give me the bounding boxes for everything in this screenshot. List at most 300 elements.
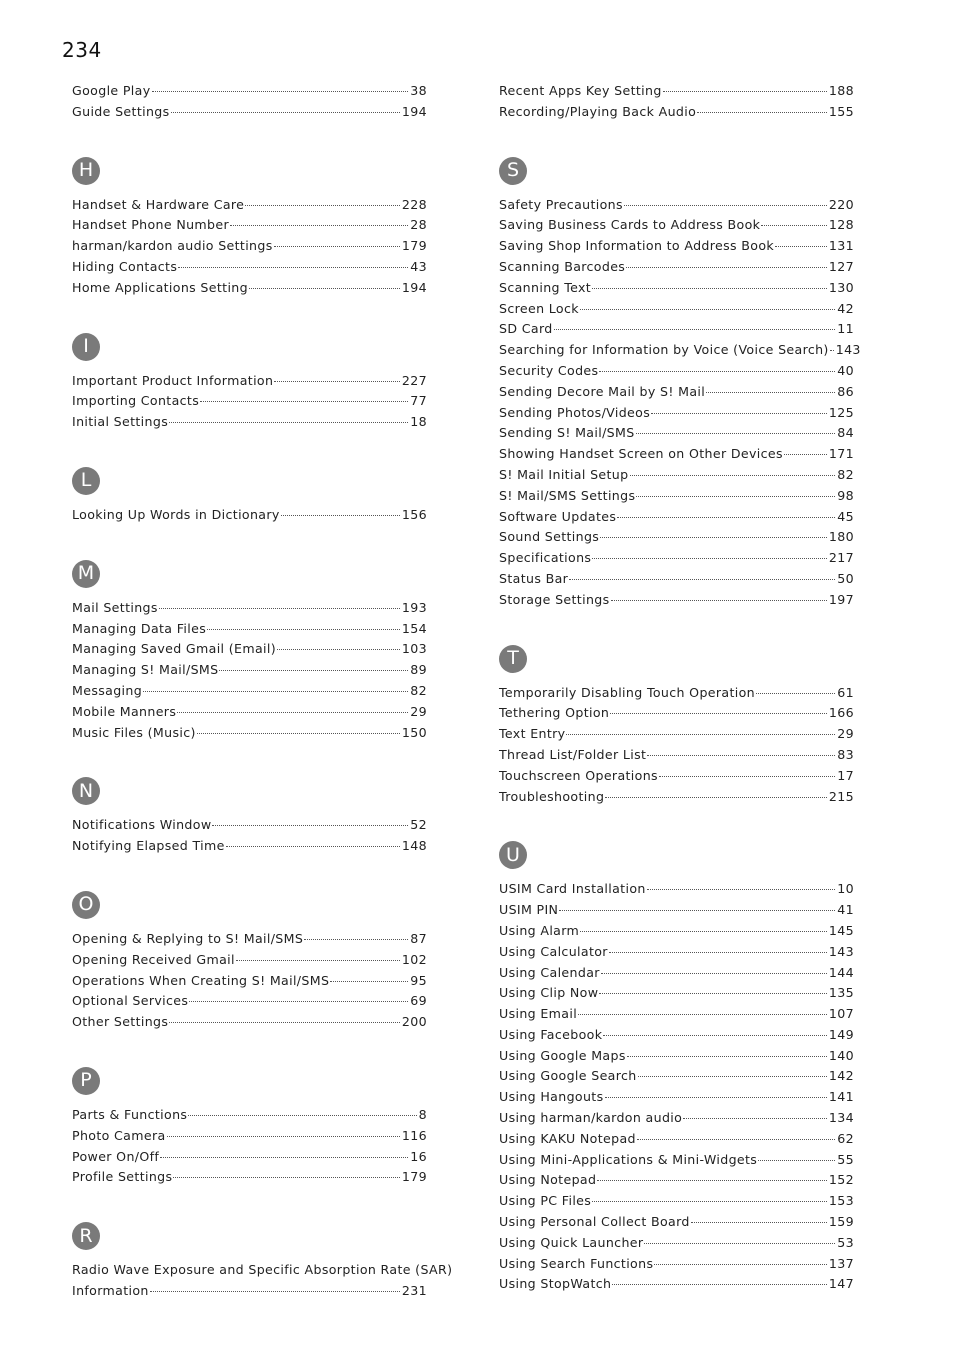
index-entry[interactable] <box>72 619 427 640</box>
dot-leader <box>173 1177 399 1178</box>
index-entry[interactable] <box>72 1012 427 1033</box>
index-entry[interactable] <box>72 371 427 392</box>
index-entry[interactable] <box>72 81 427 102</box>
entry-page-number: 55 <box>837 1151 854 1167</box>
entry-page-number: 194 <box>401 103 427 119</box>
index-entry[interactable] <box>499 766 854 787</box>
dot-leader <box>647 889 836 890</box>
dot-leader <box>578 1014 827 1015</box>
dot-leader <box>624 205 827 206</box>
index-entry[interactable] <box>499 527 854 548</box>
entry-label: Recording/Playing Back Audio <box>499 103 697 119</box>
entry-page-number: 217 <box>828 550 854 566</box>
entry-page-number: 179 <box>401 1169 427 1185</box>
entry-label: Managing S! Mail/SMS <box>72 662 219 678</box>
index-entry[interactable] <box>499 1087 854 1108</box>
dot-leader <box>249 288 400 289</box>
entry-page-number: 188 <box>828 83 854 98</box>
section-spacer <box>72 1188 427 1222</box>
entry-label: Saving Business Cards to Address Book <box>499 217 761 233</box>
dot-leader <box>330 981 408 982</box>
entry-page-number: 193 <box>401 599 427 615</box>
entry-page-number: 159 <box>828 1214 854 1230</box>
section-spacer <box>72 299 427 333</box>
index-entry[interactable] <box>72 929 427 950</box>
entry-label: Hiding Contacts <box>72 258 178 274</box>
dot-leader <box>152 91 409 92</box>
entry-label: harman/kardon audio Settings <box>72 238 273 254</box>
entry-label: Notifications Window <box>72 817 212 833</box>
dot-leader <box>177 712 408 713</box>
index-entry[interactable] <box>499 983 854 1004</box>
entry-page-number: 40 <box>837 362 854 378</box>
index-section <box>72 81 427 123</box>
entry-label: Sending S! Mail/SMS <box>499 425 635 441</box>
entry-label: Other Settings <box>72 1014 169 1030</box>
entry-label: Storage Settings <box>499 591 610 607</box>
dot-leader <box>651 413 827 414</box>
entry-label: Opening Received Gmail <box>72 951 235 967</box>
entry-page-number: 102 <box>401 951 427 967</box>
entry-page-number: 45 <box>837 508 854 524</box>
index-section <box>72 1222 453 1302</box>
section-letter-badge: M <box>72 560 100 588</box>
entry-page-number: 142 <box>828 1068 854 1084</box>
section-letter-badge: P <box>72 1067 100 1095</box>
index-entry[interactable] <box>72 278 427 299</box>
dot-leader <box>691 1222 827 1223</box>
dot-leader <box>638 1076 827 1077</box>
dot-leader <box>644 1243 835 1244</box>
index-entry[interactable] <box>499 1254 854 1275</box>
dot-leader <box>636 496 835 497</box>
entry-label: Handset Phone Number <box>72 217 230 233</box>
dot-leader <box>159 608 400 609</box>
index-entry[interactable] <box>72 195 427 216</box>
index-entry[interactable] <box>499 102 854 123</box>
entry-page-number: 134 <box>828 1110 854 1126</box>
entry-label: S! Mail Initial Setup <box>499 466 629 482</box>
index-entry[interactable] <box>499 683 854 704</box>
entry-page-number: 29 <box>837 726 854 742</box>
dot-leader <box>663 91 827 92</box>
dot-leader <box>274 381 400 382</box>
entry-label: Opening & Replying to S! Mail/SMS <box>72 930 304 946</box>
index-entry[interactable] <box>499 1025 854 1046</box>
index-entry[interactable] <box>499 361 854 382</box>
entry-page-number: 215 <box>828 788 854 804</box>
entry-page-number: 17 <box>837 767 854 783</box>
index-entry[interactable] <box>499 548 854 569</box>
entry-label: Profile Settings <box>72 1169 173 1185</box>
index-entry[interactable] <box>499 195 854 216</box>
index-entry[interactable] <box>499 921 854 942</box>
index-column-left <box>72 81 453 1302</box>
index-entry[interactable] <box>72 598 427 619</box>
entry-label: Mobile Manners <box>72 703 177 719</box>
entry-page-number: 103 <box>401 641 427 657</box>
entry-page-number: 135 <box>828 985 854 1001</box>
dot-leader <box>630 475 836 476</box>
dot-leader <box>169 1022 400 1023</box>
dot-leader <box>659 776 835 777</box>
entry-page-number: 95 <box>410 972 427 988</box>
entry-label: Initial Settings <box>72 414 169 430</box>
entry-page-number: 231 <box>401 1282 427 1298</box>
dot-leader <box>756 693 835 694</box>
dot-leader <box>592 288 827 289</box>
entry-page-number: 197 <box>828 591 854 607</box>
dot-leader <box>761 225 827 226</box>
index-entry[interactable] <box>499 444 854 465</box>
index-entry[interactable] <box>499 299 854 320</box>
entry-page-number: 38 <box>410 83 427 98</box>
entry-page-number: 143 <box>835 342 861 358</box>
dot-leader <box>207 629 400 630</box>
index-entry[interactable] <box>499 1233 854 1254</box>
dot-leader <box>611 600 827 601</box>
section-letter-badge: U <box>499 841 527 869</box>
index-entry[interactable] <box>72 215 427 236</box>
dot-leader <box>160 1157 408 1158</box>
entry-page-number: 11 <box>837 321 854 337</box>
entry-page-number: 154 <box>401 620 427 636</box>
entry-page-number: 89 <box>410 662 427 678</box>
index-entry[interactable] <box>72 971 427 992</box>
index-entry[interactable] <box>499 1191 854 1212</box>
entry-page-number: 200 <box>401 1014 427 1030</box>
index-entry[interactable] <box>499 1150 854 1171</box>
index-entry[interactable] <box>499 1066 854 1087</box>
entry-page-number: 227 <box>401 372 427 388</box>
dot-leader <box>609 952 827 953</box>
dot-leader <box>212 825 408 826</box>
entry-label: Using Calculator <box>499 943 608 959</box>
section-letter-badge: I <box>72 333 100 361</box>
dot-leader <box>281 515 400 516</box>
index-entry[interactable] <box>72 723 427 744</box>
entry-label: Handset & Hardware Care <box>72 196 245 212</box>
index-section <box>499 81 854 123</box>
entry-page-number: 150 <box>401 724 427 740</box>
dot-leader <box>627 1056 827 1057</box>
entry-page-number: 148 <box>401 838 427 854</box>
index-entry[interactable] <box>72 505 427 526</box>
entry-page-number: 149 <box>828 1026 854 1042</box>
index-entry[interactable] <box>72 391 427 412</box>
index-entry[interactable] <box>499 278 854 299</box>
entry-label: Text Entry <box>499 726 566 742</box>
entry-page-number: 171 <box>828 446 854 462</box>
index-entry[interactable] <box>72 1167 427 1188</box>
dot-leader <box>697 112 827 113</box>
dot-leader <box>169 422 408 423</box>
entry-page-number: 130 <box>828 279 854 295</box>
entry-label: Searching for Information by Voice (Voice Search) <box>499 342 829 358</box>
entry-label: Operations When Creating S! Mail/SMS <box>72 972 330 988</box>
index-entry[interactable] <box>499 423 854 444</box>
index-entry[interactable] <box>499 236 854 257</box>
entry-page-number: 43 <box>410 258 427 274</box>
section-spacer <box>499 807 854 841</box>
entry-page-number: 98 <box>837 487 854 503</box>
entry-label: Troubleshooting <box>499 788 605 804</box>
section-spacer <box>72 743 427 777</box>
entry-label: Looking Up Words in Dictionary <box>72 506 280 522</box>
dot-leader <box>654 1264 827 1265</box>
dot-leader <box>580 309 835 310</box>
entry-page-number: 155 <box>828 103 854 119</box>
dot-leader <box>617 517 835 518</box>
entry-label: Using StopWatch <box>499 1276 612 1292</box>
dot-leader <box>569 579 835 580</box>
index-entry[interactable] <box>72 681 427 702</box>
dot-leader <box>830 350 834 351</box>
index-entry[interactable] <box>499 382 854 403</box>
entry-page-number: 10 <box>837 881 854 897</box>
index-section <box>72 560 427 744</box>
dot-leader <box>277 649 400 650</box>
dot-leader <box>758 1160 835 1161</box>
index-entry[interactable] <box>72 950 427 971</box>
entry-page-number: 220 <box>828 196 854 212</box>
index-section <box>72 157 427 299</box>
dot-leader <box>580 931 827 932</box>
entry-label: Using KAKU Notepad <box>499 1130 636 1146</box>
entry-label: Using Alarm <box>499 922 580 938</box>
entry-page-number: 16 <box>410 1148 427 1164</box>
entry-page-number: 53 <box>837 1234 854 1250</box>
entry-page-number: 166 <box>828 705 854 721</box>
entry-label: Screen Lock <box>499 300 579 316</box>
dot-leader <box>171 112 400 113</box>
entry-label: Tethering Option <box>499 705 610 721</box>
dot-leader <box>601 973 827 974</box>
index-entry[interactable] <box>72 236 427 257</box>
dot-leader <box>150 1291 400 1292</box>
dot-leader <box>236 960 400 961</box>
entry-page-number: 145 <box>828 922 854 938</box>
entry-label: Using Search Functions <box>499 1255 654 1271</box>
entry-page-number: 29 <box>410 703 427 719</box>
index-entry[interactable] <box>499 403 854 424</box>
entry-label: Using Quick Launcher <box>499 1234 644 1250</box>
entry-page-number: 125 <box>828 404 854 420</box>
dot-leader <box>647 755 835 756</box>
index-entry[interactable] <box>499 486 854 507</box>
index-entry[interactable] <box>72 1147 427 1168</box>
entry-label: Using PC Files <box>499 1193 592 1209</box>
entry-label: Managing Data Files <box>72 620 207 636</box>
index-entry[interactable] <box>72 102 427 123</box>
dot-leader <box>304 939 408 940</box>
dot-leader <box>592 1201 827 1202</box>
dot-leader <box>197 733 400 734</box>
entry-page-number: 83 <box>837 746 854 762</box>
entry-label: Guide Settings <box>72 103 170 119</box>
entry-page-number: 131 <box>828 238 854 254</box>
entry-page-number: 77 <box>410 393 427 409</box>
entry-label: Messaging <box>72 682 143 698</box>
entry-page-number: 42 <box>837 300 854 316</box>
entry-label: Temporarily Disabling Touch Operation <box>499 684 756 700</box>
index-entry[interactable] <box>72 1126 427 1147</box>
index-entry[interactable] <box>499 1212 854 1233</box>
entry-page-number: 41 <box>837 902 854 918</box>
section-letter-badge: S <box>499 157 527 185</box>
index-entry[interactable] <box>72 1260 453 1281</box>
section-spacer <box>72 857 427 891</box>
dot-leader <box>600 537 827 538</box>
index-section <box>499 645 854 808</box>
entry-label: Important Product Information <box>72 372 274 388</box>
entry-page-number: 18 <box>410 414 427 430</box>
index-entry[interactable] <box>72 660 427 681</box>
dot-leader <box>178 267 408 268</box>
index-entry[interactable] <box>72 815 427 836</box>
dot-leader <box>612 1284 827 1285</box>
entry-label: Scanning Text <box>499 279 592 295</box>
index-entry[interactable] <box>499 257 854 278</box>
entry-label: Specifications <box>499 550 592 566</box>
entry-label: Home Applications Setting <box>72 279 248 295</box>
index-entry[interactable] <box>72 1105 427 1126</box>
entry-label: Using Email <box>499 1006 578 1022</box>
index-entry[interactable] <box>499 879 854 900</box>
index-entry[interactable] <box>499 900 854 921</box>
entry-label: SD Card <box>499 321 553 337</box>
entry-page-number: 179 <box>401 238 427 254</box>
index-entry[interactable] <box>499 703 854 724</box>
entry-label: Radio Wave Exposure and Specific Absorption Rate (SAR) <box>72 1262 453 1278</box>
entry-label: Scanning Barcodes <box>499 258 626 274</box>
dot-leader <box>706 392 835 393</box>
dot-leader <box>167 1136 400 1137</box>
entry-page-number: 86 <box>837 383 854 399</box>
dot-leader <box>626 267 827 268</box>
index-entry[interactable] <box>499 590 854 611</box>
index-entry[interactable] <box>499 963 854 984</box>
entry-label: Mail Settings <box>72 599 158 615</box>
entry-page-number: 140 <box>828 1047 854 1063</box>
dot-leader <box>188 1115 416 1116</box>
dot-leader <box>592 558 827 559</box>
index-column-right <box>499 81 861 1295</box>
entry-label: Thread List/Folder List <box>499 746 647 762</box>
section-spacer <box>72 433 427 467</box>
index-entry[interactable] <box>499 787 854 808</box>
dot-leader <box>274 246 400 247</box>
index-entry[interactable] <box>499 465 854 486</box>
section-spacer <box>72 526 427 560</box>
index-entry[interactable] <box>499 724 854 745</box>
index-entry[interactable] <box>499 1170 854 1191</box>
entry-page-number: 50 <box>837 570 854 586</box>
dot-leader <box>599 371 835 372</box>
section-letter-badge: O <box>72 891 100 919</box>
entry-page-number: 127 <box>828 258 854 274</box>
entry-label: Using Google Search <box>499 1068 637 1084</box>
index-entry[interactable] <box>72 991 427 1012</box>
index-entry[interactable] <box>499 1004 854 1025</box>
index-entry[interactable] <box>72 836 427 857</box>
entry-label: Saving Shop Information to Address Book <box>499 238 775 254</box>
index-entry[interactable] <box>499 507 854 528</box>
index-section <box>72 891 427 1033</box>
index-entry[interactable] <box>499 942 854 963</box>
entry-page-number: 141 <box>828 1089 854 1105</box>
entry-label: Using Facebook <box>499 1026 603 1042</box>
section-spacer <box>72 123 427 157</box>
index-entry[interactable] <box>499 569 854 590</box>
dot-leader <box>775 246 827 247</box>
entry-label: Using Calendar <box>499 964 600 980</box>
dot-leader <box>189 1001 408 1002</box>
entry-label: Using Clip Now <box>499 985 599 1001</box>
index-entry[interactable] <box>72 702 427 723</box>
index-section <box>499 841 854 1295</box>
dot-leader <box>637 1139 835 1140</box>
entry-label: Software Updates <box>499 508 617 524</box>
entry-page-number: 143 <box>828 943 854 959</box>
index-entry[interactable] <box>72 412 427 433</box>
entry-label: Sending Decore Mail by S! Mail <box>499 383 706 399</box>
index-entry[interactable] <box>499 1129 854 1150</box>
index-entry[interactable] <box>499 340 861 361</box>
index-entry[interactable] <box>499 319 854 340</box>
entry-page-number: 194 <box>401 279 427 295</box>
dot-leader <box>636 433 836 434</box>
entry-page-number: 87 <box>410 930 427 946</box>
index-entry[interactable] <box>499 1108 854 1129</box>
entry-label: Managing Saved Gmail (Email) <box>72 641 276 657</box>
entry-label: Parts & Functions <box>72 1106 188 1122</box>
entry-label: Music Files (Music) <box>72 724 196 740</box>
dot-leader <box>784 454 827 455</box>
entry-page-number: 156 <box>401 506 427 522</box>
index-section <box>72 777 427 857</box>
entry-label: Touchscreen Operations <box>499 767 658 783</box>
entry-page-number: 8 <box>418 1106 427 1122</box>
entry-label: Safety Precautions <box>499 196 623 212</box>
entry-page-number: 180 <box>828 529 854 545</box>
section-letter-badge: H <box>72 157 100 185</box>
index-entry[interactable] <box>72 639 427 660</box>
index-entry[interactable] <box>72 257 427 278</box>
entry-label: Information <box>72 1282 149 1298</box>
entry-label: Importing Contacts <box>72 393 200 409</box>
page-number: 234 <box>62 38 102 62</box>
dot-leader <box>597 1180 827 1181</box>
dot-leader <box>245 205 400 206</box>
index-entry[interactable] <box>499 81 854 102</box>
index-entry[interactable] <box>499 1046 854 1067</box>
section-letter-badge: L <box>72 467 100 495</box>
index-entry[interactable] <box>499 215 854 236</box>
dot-leader <box>566 734 835 735</box>
entry-label: USIM Card Installation <box>499 881 646 897</box>
entry-page-number: 128 <box>828 217 854 233</box>
section-spacer <box>72 1033 427 1067</box>
entry-label: Recent Apps Key Setting <box>499 83 662 98</box>
entry-label: Sound Settings <box>499 529 600 545</box>
index-section <box>72 467 427 526</box>
index-entry[interactable] <box>499 745 854 766</box>
index-entry[interactable] <box>499 1274 854 1295</box>
entry-label: Photo Camera <box>72 1127 166 1143</box>
index-entry[interactable] <box>72 1281 427 1302</box>
entry-page-number: 144 <box>828 964 854 980</box>
